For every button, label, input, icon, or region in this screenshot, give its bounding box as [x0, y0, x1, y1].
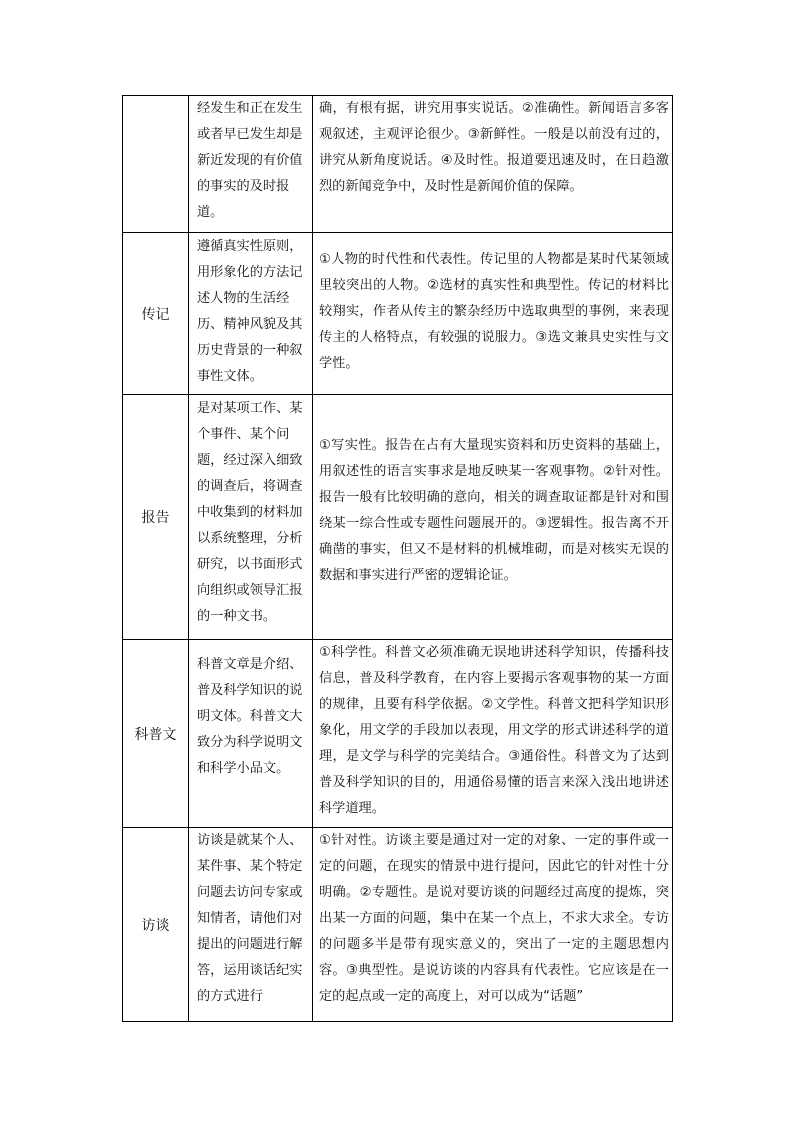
table-row — [123, 233, 673, 395]
features-cell — [313, 640, 673, 828]
table-row — [123, 96, 673, 233]
table-row — [123, 395, 673, 640]
definition-cell — [189, 640, 313, 828]
definition-text: 遵循真实性原则，用形象化的方法记述人物的生活经历、精神风貌及其历史背景的一种叙事性文体。 — [197, 239, 303, 384]
genre-cell: 科普文 — [123, 640, 189, 828]
features-cell — [313, 828, 673, 1022]
table-row — [123, 640, 673, 828]
features-text: ①人物的时代性和代表性。传记里的人物都是某时代某领域里较突出的人物。②选材的真实性和典型性。传记的材料比较翔实，作者从传主的繁杂经历中选取典型的事例，来表现传主的人格特点，有较强的说服力。③选文兼具史实性与文学性。 — [319, 252, 669, 371]
features-text: ①针对性。访谈主要是通过对一定的对象、一定的事件或一定的问题，在现实的情景中进行提问，因此它的针对性十分明确。②专题性。是说对要访谈的问题经过高度的提炼，突出某一方面的问题，集中在某一个点上，不求大求全。专访的问题多半是带有现实意义的，突出了一定的主题思想内容。③典型性。是说访谈的内容具有代表性。它应该是在一定的起点或一定的高度上，对可以成为“话题” — [319, 833, 669, 1004]
features-text: ①写实性。报告在占有大量现实资料和历史资料的基础上，用叙述性的语言实事求是地反映某一客观事物。②针对性。报告一般有比较明确的意向，相关的调查取证都是针对和围绕某一综合性或专题性问题展开的。③逻辑性。报告离不开确凿的事实，但又不是材料的机械堆砌，而是对核实无误的数据和事实进行严密的逻辑论证。 — [319, 438, 669, 583]
features-text: 确，有根有据，讲究用事实说话。②准确性。新闻语言多客观叙述，主观评论很少。③新鲜性。一般是以前没有过的，讲究从新角度说话。④及时性。报道要迅速及时，在日趋激烈的新闻竞争中，及时性是新闻价值的保障。 — [319, 101, 669, 194]
definition-cell — [189, 233, 313, 395]
definition-cell — [189, 395, 313, 640]
features-cell — [313, 96, 673, 233]
definition-cell — [189, 828, 313, 1022]
genre-comparison-table — [122, 95, 673, 1022]
definition-text: 科普文章是介绍、普及科学知识的说明文体。科普文大致分为科学说明文和科学小品文。 — [197, 657, 303, 776]
genre-cell: 传记 — [123, 233, 189, 395]
genre-cell — [123, 96, 189, 233]
genre-cell: 报告 — [123, 395, 189, 640]
features-cell — [313, 233, 673, 395]
features-text: ①科学性。科普文必须准确无误地讲述科学知识，传播科技信息，普及科学教育，在内容上要揭示客观事物的某一方面的规律，且要有科学依据。②文学性。科普文把科学知识形象化，用文学的手段加以表现，用文学的形式讲述科学的道理，是文学与科学的完美结合。③通俗性。科普文为了达到普及科学知识的目的，用通俗易懂的语言来深入浅出地讲述科学道理。 — [319, 645, 669, 816]
definition-cell — [189, 96, 313, 233]
genre-cell: 访谈 — [123, 828, 189, 1022]
definition-text: 是对某项工作、某个事件、某个问题，经过深入细致的调查后，将调查中收集到的材料加以系统整理，分析研究，以书面形式向组织或领导汇报的一种文书。 — [197, 401, 303, 624]
table-row — [123, 828, 673, 1022]
definition-text: 访谈是就某个人、某件事、某个特定问题去访问专家或知情者，请他们对提出的问题进行解答，运用谈话纪实的方式进行 — [197, 833, 303, 1004]
definition-text: 经发生和正在发生或者早已发生却是新近发现的有价值的事实的及时报道。 — [197, 101, 303, 220]
features-cell — [313, 395, 673, 640]
